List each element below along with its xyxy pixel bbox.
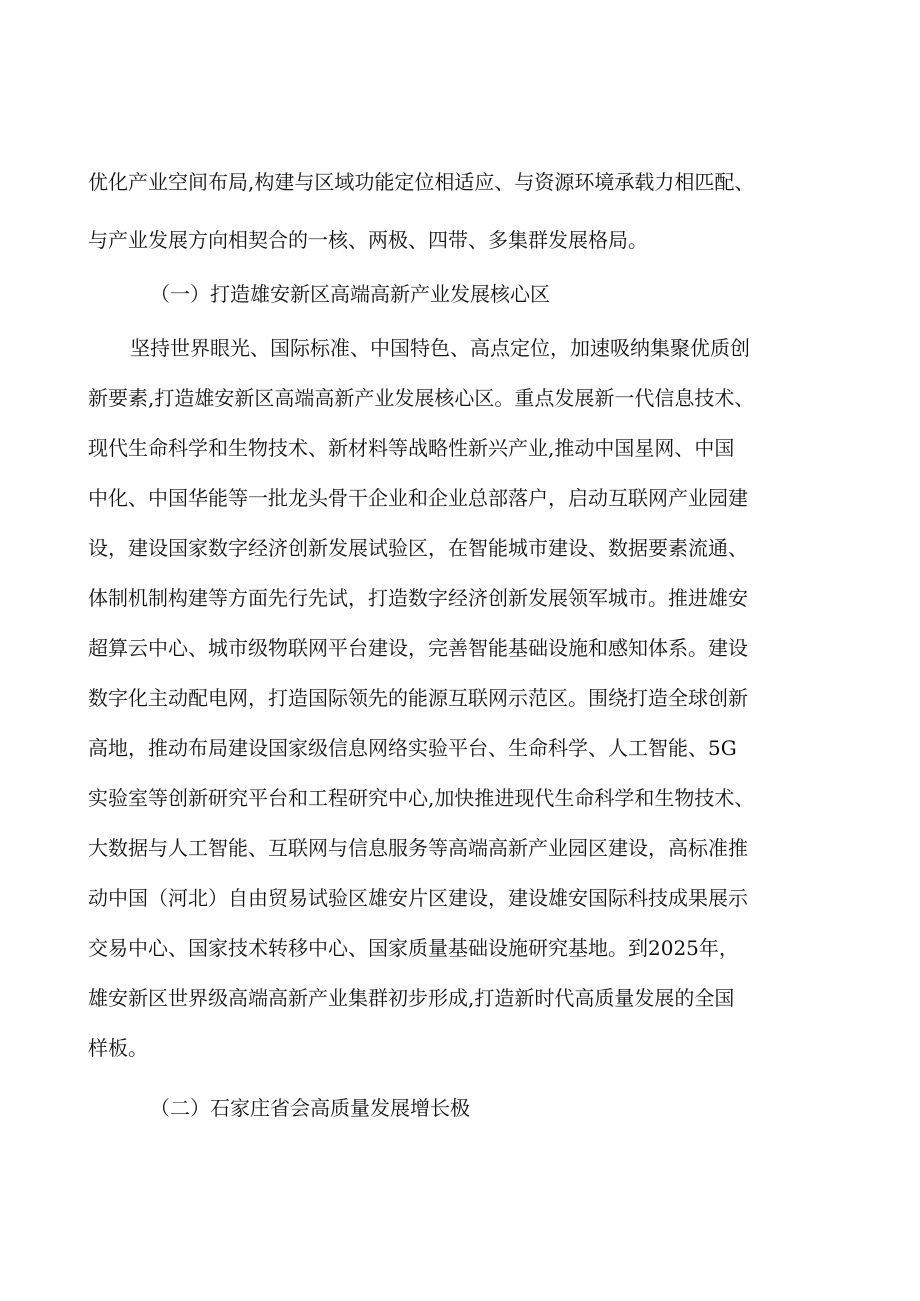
- section-heading-1: （一）打造雄安新区高端高新产业发展核心区: [150, 282, 550, 306]
- paragraph-line: 数字化主动配电网，打造国际领先的能源互联网示范区。围绕打造全球创新: [88, 686, 748, 710]
- section-heading-2: （二）石家庄省会高质量发展增长极: [150, 1096, 470, 1120]
- paragraph-line: 动中国（河北）自由贸易试验区雄安片区建设，建设雄安国际科技成果展示: [88, 886, 748, 910]
- intro-line-1: 优化产业空间布局,构建与区域功能定位相适应、与资源环境承载力相匹配、: [88, 170, 755, 194]
- paragraph-line: 样板。: [88, 1036, 148, 1060]
- paragraph-line: 超算云中心、城市级物联网平台建设，完善智能基础设施和感知体系。建设: [88, 636, 748, 660]
- paragraph-line: 新要素,打造雄安新区高端高新产业发展核心区。重点发展新一代信息技术、: [88, 386, 755, 410]
- paragraph-line: 体制机制构建等方面先行先试，打造数字经济创新发展领军城市。推进雄安: [88, 586, 748, 610]
- paragraph-line: 实验室等创新研究平台和工程研究中心,加快推进现代生命科学和生物技术、: [88, 786, 755, 810]
- paragraph-line: 坚持世界眼光、国际标准、中国特色、高点定位，加速吸纳集聚优质创: [130, 336, 750, 360]
- paragraph-line: 高地，推动布局建设国家级信息网络实验平台、生命科学、人工智能、5G: [88, 736, 737, 760]
- paragraph-line: 设，建设国家数字经济创新发展试验区，在智能城市建设、数据要素流通、: [88, 536, 748, 560]
- paragraph-line: 中化、中国华能等一批龙头骨干企业和企业总部落户，启动互联网产业园建: [88, 486, 748, 510]
- paragraph-line: 雄安新区世界级高端高新产业集群初步形成,打造新时代高质量发展的全国: [88, 986, 735, 1010]
- paragraph-line: 大数据与人工智能、互联网与信息服务等高端高新产业园区建设，高标准推: [88, 836, 748, 860]
- intro-line-2: 与产业发展方向相契合的一核、两极、四带、多集群发展格局。: [88, 228, 648, 252]
- paragraph-line: 现代生命科学和生物技术、新材料等战略性新兴产业,推动中国星网、中国: [88, 436, 735, 460]
- paragraph-line: 交易中心、国家技术转移中心、国家质量基础设施研究基地。到2025年，: [88, 936, 739, 960]
